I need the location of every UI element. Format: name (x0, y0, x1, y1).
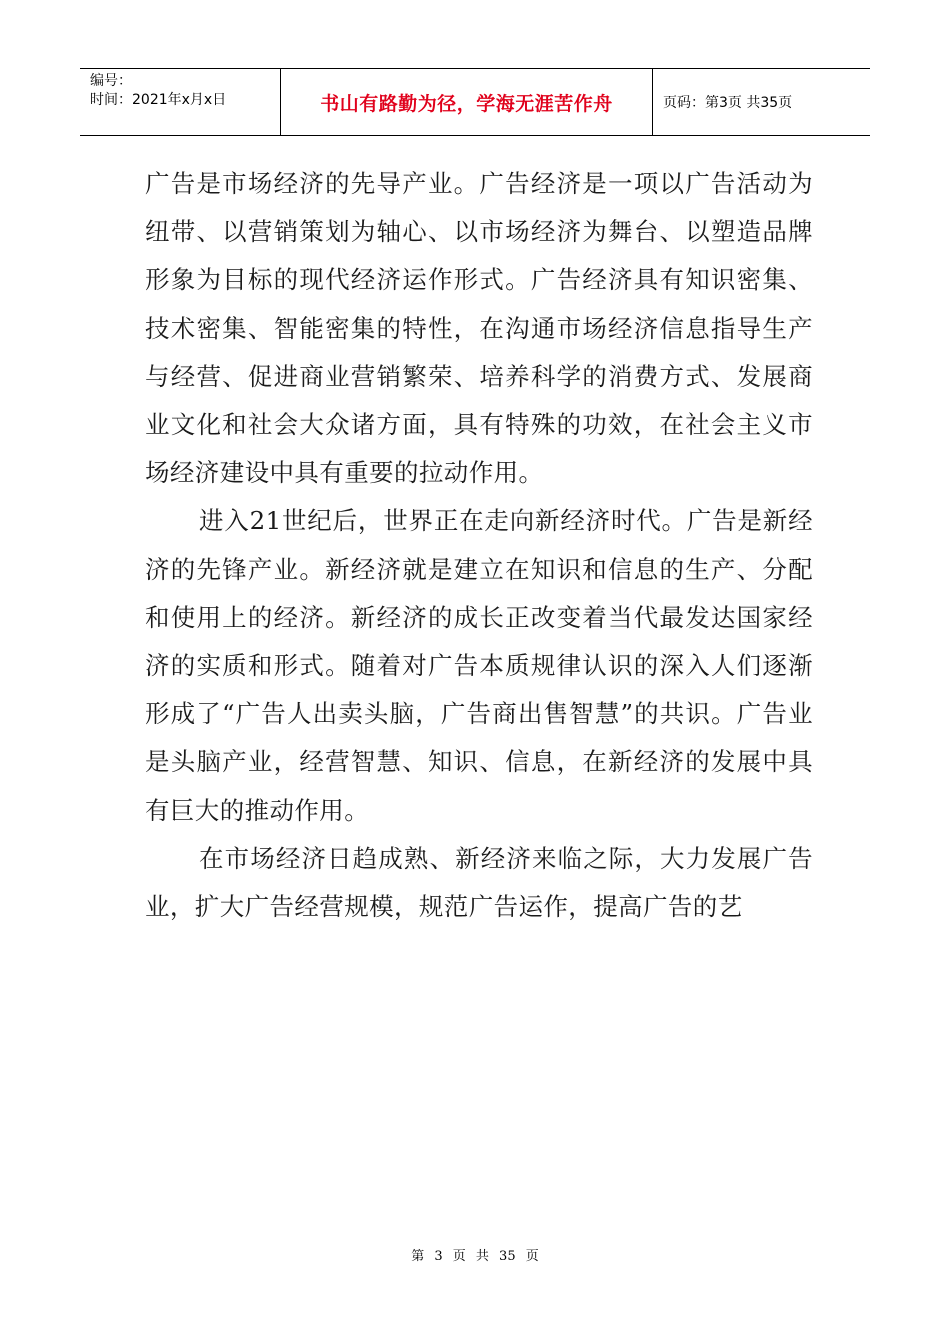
doc-number-label: 编号： (90, 73, 132, 89)
paragraph-3: 在市场经济日趋成熟、新经济来临之际，大力发展广告业，扩大广告经营规模，规范广告运作，提高广告的艺 (145, 843, 813, 922)
header-meta (80, 69, 281, 135)
paragraph-1: 广告是市场经济的先导产业。广告经济是一项以广告活动为纽带、以营销策划为轴心、以市场经济为舞台、以塑造品牌形象为目标的现代经济运作形式。广告经济具有知识密集、技术密集、智能密集的特性，在沟通市场经济信息指导生产与经营、促进商业营销繁荣、培养科学的消费方式、发展商业文化和社会大众诸方面，具有特殊的功效，在社会主义市场经济建设中具有重要的拉动作用。 (145, 169, 813, 488)
page-footer: 第 3 页 共 35 页 (411, 1249, 539, 1264)
paragraph-2: 进入21世纪后，世界正在走向新经济时代。广告是新经济的先锋产业。新经济就是建立在知识和信息的生产、分配和使用上的经济。新经济的成长正改变着当代最发达国家经济的实质和形式。随着对广告本质规律认识的深入人们逐渐形成了“广告人出卖头脑，广告商出售智慧”的共识。广告业是头脑产业，经营智慧、知识、信息，在新经济的发展中具有巨大的推动作用。 (145, 506, 813, 825)
time-label: 时间：2021年x月x日 (90, 92, 227, 108)
page-header (80, 68, 870, 136)
header-page-info: 页码：第3页 共35页 (663, 95, 793, 111)
header-motto: 书山有路勤为径，学海无涯苦作舟 (281, 69, 653, 135)
document-body (145, 160, 813, 931)
